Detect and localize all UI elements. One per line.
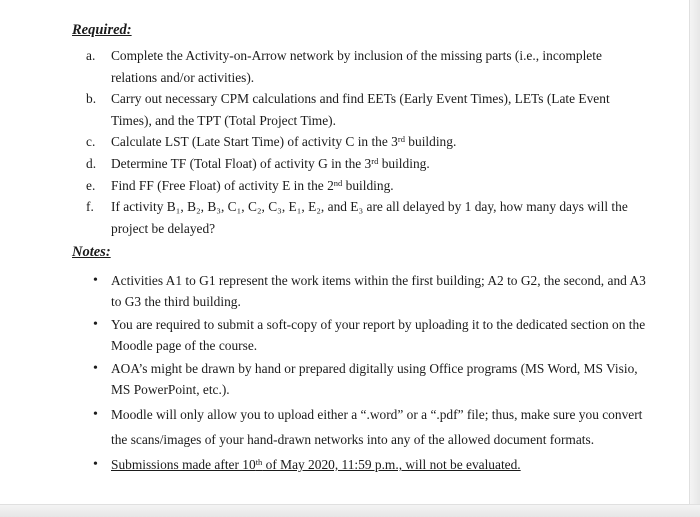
required-item-text: Complete the Activity-on-Arrow network by inclusion of the missing parts (i.e., incomplete relations and/or activities). [111,48,602,85]
notes-list [86,270,646,477]
page-edge-right [689,0,700,516]
list-marker: c. [86,134,96,150]
required-item-text: Find FF (Free Float) of activity E in the 2nd building. [111,177,394,193]
required-item-text: Determine TF (Total Float) of activity G in the 3rd building. [111,155,430,171]
deadline-text: Submissions made after 10th of May 2020, 11:59 p.m., will not be evaluated. [111,457,521,472]
note-item [86,314,646,356]
note-text: Moodle will only allow you to upload either a “.word” or a “.pdf” file; thus, make sure you convert the scans/images of your hand-drawn networks into any of the allowed document formats. [111,407,643,447]
required-item-text: Calculate LST (Late Start Time) of activity C in the 3rd building. [111,134,457,150]
list-marker: e. [86,177,96,193]
notes-heading: Notes: [72,244,111,260]
bullet-icon: • [93,457,98,472]
list-marker: d. [86,155,97,171]
note-text: Activities A1 to G1 represent the work items within the first building; A2 to G2, the second, and A3 to G3 the third building. [111,273,646,309]
note-item [86,358,646,400]
required-item-f [86,196,646,239]
required-item-c [86,131,646,153]
required-item-b [86,88,646,131]
required-item-text: If activity B₁, B₂, B₃, C₁, C₂, C₃, E₁, E₂, and E₃ are all delayed by 1 day, how many days will the project be delayed? [111,199,628,236]
required-item-a [86,45,646,88]
bullet-icon: • [93,317,98,332]
note-item [86,270,646,312]
bullet-icon: • [93,273,98,288]
required-item-e [86,175,646,197]
list-marker: b. [86,91,97,107]
required-list [86,45,646,239]
bullet-icon: • [93,407,98,422]
bullet-icon: • [93,361,98,376]
required-item-text: Carry out necessary CPM calculations and find EETs (Early Event Times), LETs (Late Event Times), and the TPT (Total Project Time). [111,91,610,128]
list-marker: f. [86,199,94,215]
note-item [86,402,646,452]
note-text: You are required to submit a soft-copy of your report by uploading it to the dedicated section on the Moodle page of the course. [111,317,646,353]
required-item-d [86,153,646,175]
list-marker: a. [86,48,96,63]
page-edge-bottom [0,504,700,517]
note-item-deadline [86,454,646,475]
required-heading: Required: [72,22,132,38]
note-text: AOA’s might be drawn by hand or prepared digitally using Office programs (MS Word, MS Visio, MS PowerPoint, etc.). [111,361,638,397]
